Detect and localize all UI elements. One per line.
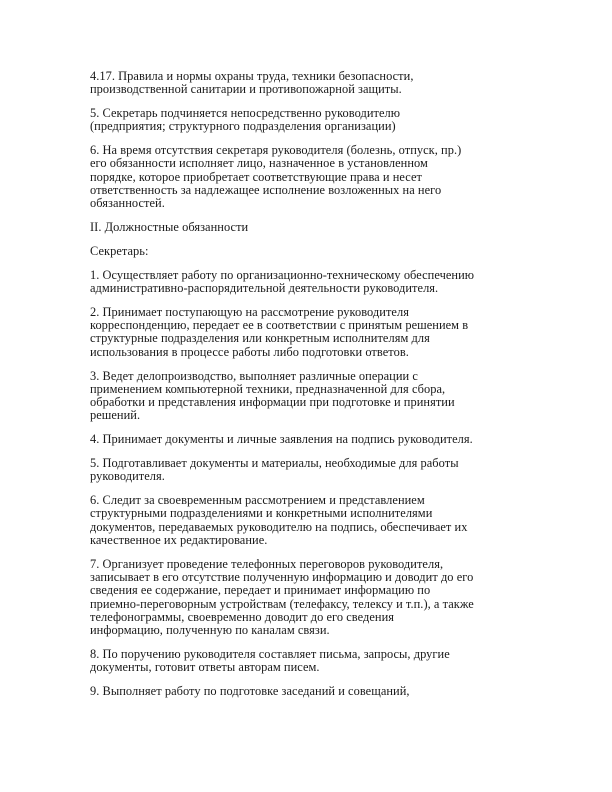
section-heading-duties: II. Должностные обязанности	[90, 220, 249, 235]
secretary-label: Секретарь:	[90, 243, 149, 258]
paragraph-4-17: 4.17. Правила и нормы охраны труда, техники безопасности, производственной санитарии и противопожарной защиты.	[90, 69, 414, 97]
paragraph-6-absence: 6. На время отсутствия секретаря руководителя (болезнь, отпуск, пр.) его обязанности исполняет лицо, назначенное в установленном порядке, которое приобретает соответствующие права и несет ответственность за надлежащее исполнение возложенных на него обязанностей.	[90, 143, 462, 211]
document-body	[90, 70, 530, 709]
duty-item-4: 4. Принимает документы и личные заявления на подпись руководителя.	[90, 432, 473, 447]
paragraph-5-subordination: 5. Секретарь подчиняется непосредственно руководителю (предприятия; структурного подразделения организации)	[90, 106, 401, 134]
duty-item-7: 7. Организует проведение телефонных переговоров руководителя, записывает в его отсутствие полученную информацию и доводит до его сведения ее содержание, передает и принимает информацию по приемно-переговорным устройствам (телефаксу, телексу и т.п.), а также телефонограммы, своевременно доводит до его сведения информацию, полученную по каналам связи.	[90, 556, 474, 638]
duty-item-5: 5. Подготавливает документы и материалы, необходимые для работы руководителя.	[90, 456, 459, 484]
duty-item-8: 8. По поручению руководителя составляет письма, запросы, другие документы, готовит ответы авторам писем.	[90, 647, 450, 675]
duty-item-6: 6. Следит за своевременным рассмотрением и представлением структурными подразделениями и конкретными исполнителями документов, передаваемых руководителю на подпись, обеспечивает их качественное их редактирование.	[90, 493, 468, 548]
duty-item-2: 2. Принимает поступающую на рассмотрение руководителя корреспонденцию, передает ее в соответствии с принятым решением в структурные подразделения или конкретным исполнителям для использования в процессе работы либо подготовки ответов.	[90, 304, 469, 359]
duty-item-3: 3. Ведет делопроизводство, выполняет различные операции с применением компьютерной техники, предназначенной для сбора, обработки и представления информации при подготовке и принятии решений.	[90, 368, 455, 423]
duty-item-1: 1. Осуществляет работу по организационно-техническому обеспечению административно-распорядительной деятельности руководителя.	[90, 267, 475, 296]
duty-item-9: 9. Выполняет работу по подготовке заседаний и совещаний,	[90, 684, 410, 699]
